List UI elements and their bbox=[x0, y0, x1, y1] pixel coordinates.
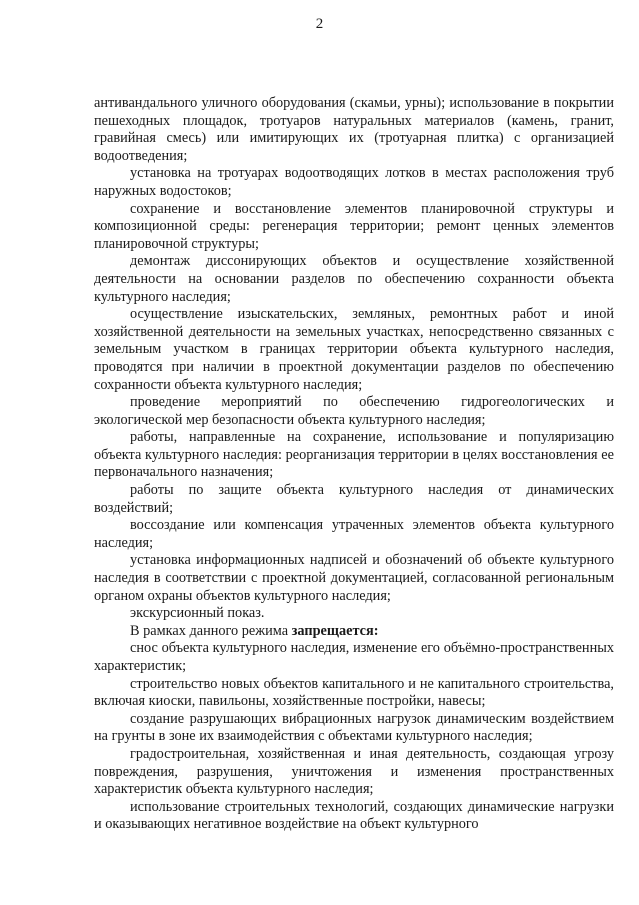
page-number: 2 bbox=[315, 16, 324, 32]
paragraph: демонтаж диссонирующих объектов и осуществление хозяйственной деятельности на основании разделов по обеспечению сохранности объекта культурного наследия; bbox=[94, 253, 614, 305]
document-body bbox=[94, 95, 614, 834]
paragraph: проведение мероприятий по обеспечению гидрогеологических и экологической мер безопасности объекта культурного наследия; bbox=[94, 394, 614, 428]
prohibition-item: строительство новых объектов капитального и не капитального строительства, включая киоски, павильоны, хозяйственные постройки, навесы; bbox=[94, 675, 614, 710]
prohibition-item: создание разрушающих вибрационных нагрузок динамическим воздействием на грунты в зоне их взаимодействия с объектами культурного наследия; bbox=[94, 710, 614, 745]
paragraph: установка информационных надписей и обозначений об объекте культурного наследия в соответствии с проектной документацией, согласованной региональным органом охраны объектов культурного наследия; bbox=[94, 552, 614, 604]
paragraph: антивандального уличного оборудования (скамьи, урны); использование в покрытии пешеходных площадок, тротуаров натуральных материалов (камень, гранит, гравийная смесь) или имитирующих их (тротуарная плитка) с организацией водоотведения; bbox=[94, 95, 614, 164]
prohibition-item: снос объекта культурного наследия, изменение его объёмно-пространственных характеристик; bbox=[94, 640, 614, 674]
regime-heading bbox=[94, 623, 614, 641]
regime-emphasis: запрещается: bbox=[291, 622, 379, 639]
paragraph: установка на тротуарах водоотводящих лотков в местах расположения труб наружных водостоков; bbox=[94, 165, 614, 199]
paragraph: экскурсионный показ. bbox=[130, 605, 265, 622]
paragraph: осуществление изыскательских, земляных, ремонтных работ и иной хозяйственной деятельности на земельных участках, непосредственно связанных с земельным участком в границах территории объекта культурного наследия, проводятся при наличии в проектной документации разделов по обеспечению сохранности объекта культурного наследия; bbox=[94, 306, 614, 393]
paragraph: воссоздание или компенсация утраченных элементов объекта культурного наследия; bbox=[94, 517, 614, 551]
paragraph: работы, направленные на сохранение, использование и популяризацию объекта культурного наследия: реорганизация территории в целях восстановления ее первоначального назначения; bbox=[94, 429, 614, 481]
regime-intro: В рамках данного режима bbox=[130, 622, 292, 639]
paragraph: сохранение и восстановление элементов планировочной структуры и композиционной среды: регенерация территории; ремонт ценных элементов планировочной структуры; bbox=[94, 200, 614, 252]
prohibition-item: градостроительная, хозяйственная и иная деятельность, создающая угрозу повреждения, разрушения, уничтожения и изменения пространственных характеристик объекта культурного наследия; bbox=[94, 745, 614, 798]
paragraph: работы по защите объекта культурного наследия от динамических воздействий; bbox=[94, 482, 614, 516]
prohibition-item: использование строительных технологий, создающих динамические нагрузки и оказывающих негативное воздействие на объект культурного bbox=[94, 798, 614, 833]
